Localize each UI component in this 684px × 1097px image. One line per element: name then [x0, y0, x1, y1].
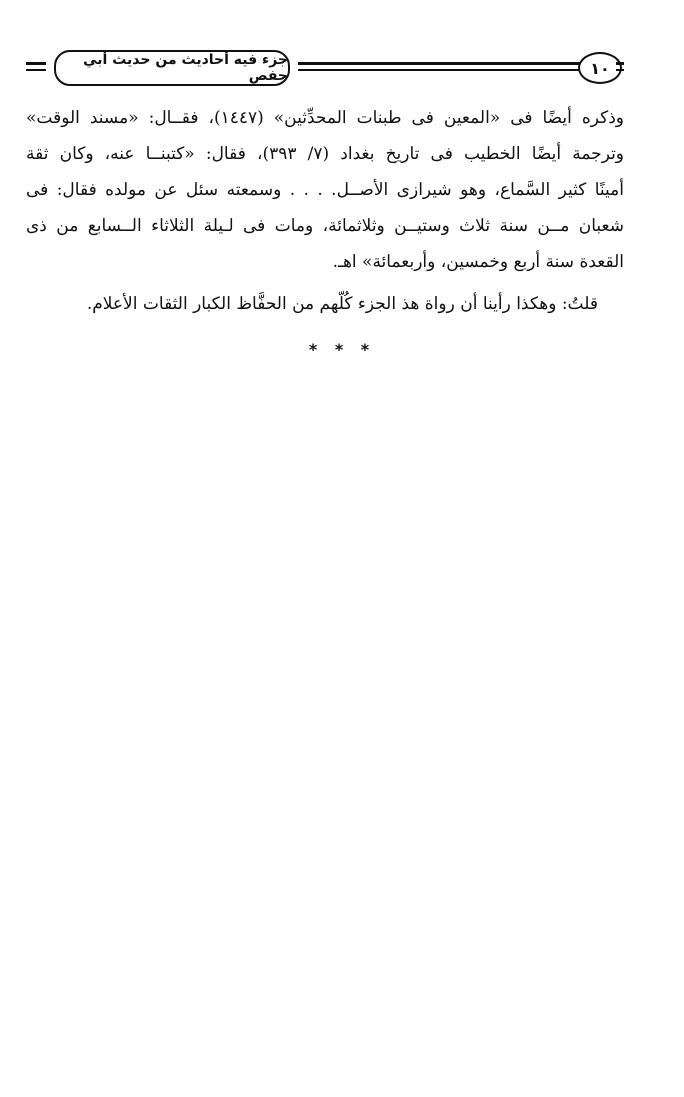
section-separator: * * * [308, 340, 376, 359]
text-line: وذكره أيضًا فى «المعين فى طبنات المحدِّثين» (١٤٤٧)، فقــال: «مسند الوقت» [26, 108, 624, 128]
header-rule [616, 62, 624, 65]
text-line: أمينًا كثير السَّماع، وهو شيرازى الأصــل. . . . وسمعته سئل عن مولده فقال: فى [26, 180, 624, 200]
header-rule [298, 69, 580, 71]
closing-paragraph: قلتُ: وهكذا رأينا أن رواة هذ الجزء كُلّهم من الحفَّاظ الكبار الثقات الأعلام. [86, 294, 598, 314]
text-line: وترجمة أيضًا الخطيب فى تاريخ بغداد (٧/ ٣٩٣)، فقال: «كتبنــا عنه، وكان ثقة [26, 144, 625, 164]
page-number [578, 52, 622, 84]
header-rule [26, 62, 46, 65]
text-line: القعدة سنة أربع وخمسين، وأربعمائة» اهـ. [332, 252, 624, 272]
page-header [26, 48, 626, 92]
header-rule [298, 62, 580, 65]
text-line: شعبان مــن سنة ثلاث وستيــن وثلاثمائة، ومات فى لـيلة الثلاثاء الــسابع من ذى [26, 216, 624, 236]
header-rule [616, 69, 624, 71]
running-title-text: جزء فيه أحاديث من حديث أبي حفص [83, 52, 288, 84]
body-text [26, 100, 624, 322]
page-number-text: ١٠ [590, 58, 610, 78]
header-rule [26, 69, 46, 71]
running-title [54, 50, 290, 86]
